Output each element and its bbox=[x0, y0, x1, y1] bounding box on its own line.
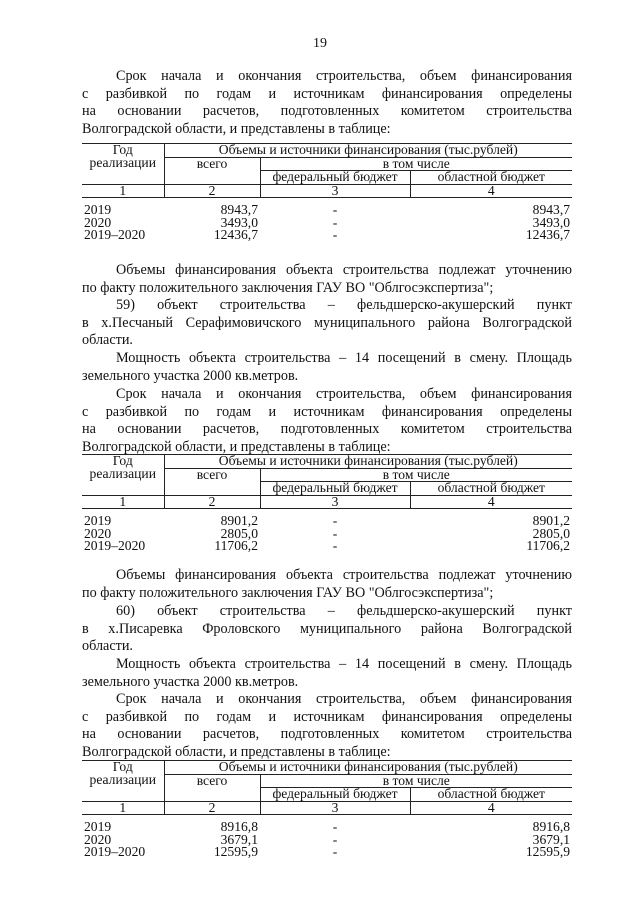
table-row: 2020 3493,0 - 3493,0 bbox=[84, 214, 571, 230]
col-number: 1 bbox=[82, 801, 164, 815]
paragraph-capacity-2: Мощность объекта строительства – 14 посещений в смену. Площадь земельного участка 2000 кв.метров. bbox=[82, 656, 572, 690]
header-regional: областной бюджет bbox=[410, 788, 572, 802]
col-number: 2 bbox=[164, 184, 260, 198]
paragraph-schedule-1: Срок начала и окончания строительства, объем финансирования с разбивкой по годам и источникам финансирования определены на основании расчетов, подготовленных комитетом строительства Волгоградской области, и представлены в таблице: bbox=[82, 68, 572, 137]
header-volumes: Объемы и источники финансирования (тыс.рублей) bbox=[164, 761, 572, 775]
col-number: 2 bbox=[164, 801, 260, 815]
header-including: в том числе bbox=[260, 157, 572, 171]
table-row: 2019–2020 12436,7 - 12436,7 bbox=[84, 227, 571, 242]
header-total: всего bbox=[164, 774, 260, 801]
header-including: в том числе bbox=[260, 774, 572, 788]
table-row: 2020 2805,0 - 2805,0 bbox=[84, 525, 571, 541]
col-number: 3 bbox=[260, 801, 410, 815]
header-volumes: Объемы и источники финансирования (тыс.рублей) bbox=[164, 144, 572, 158]
paragraph-schedule-3: Срок начала и окончания строительства, объем финансирования с разбивкой по годам и источникам финансирования определены на основании расчетов, подготовленных комитетом строительства Волгоградской области, и представлены в таблице: bbox=[82, 691, 572, 760]
table-row: 2019–2020 11706,2 - 11706,2 bbox=[84, 538, 571, 553]
header-total: всего bbox=[164, 468, 260, 495]
table-row: 2019 8901,2 - 8901,2 bbox=[84, 513, 571, 528]
col-number: 4 bbox=[410, 801, 572, 815]
header-year: Год реализации bbox=[82, 761, 164, 802]
table-row: 2020 3679,1 - 3679,1 bbox=[84, 831, 571, 847]
paragraph-schedule-2: Срок начала и окончания строительства, объем финансирования с разбивкой по годам и источникам финансирования определены на основании расчетов, подготовленных комитетом строительства Волгоградской области, и представлены в таблице: bbox=[82, 386, 572, 455]
table-row: 2019–2020 12595,9 - 12595,9 bbox=[84, 844, 571, 859]
paragraph-financing-note-2: Объемы финансирования объекта строительства подлежат уточнению по факту положительного заключения ГАУ ВО "Облгосэкспертиза"; bbox=[82, 567, 572, 601]
col-number: 4 bbox=[410, 495, 572, 509]
header-regional: областной бюджет bbox=[410, 171, 572, 185]
financing-table-1 bbox=[82, 143, 572, 242]
header-total: всего bbox=[164, 157, 260, 184]
table-row: 2019 8916,8 - 8916,8 bbox=[84, 819, 571, 834]
paragraph-object-60: 60) объект строительства – фельдшерско-акушерский пункт в х.Писаревка Фроловского муниципального района Волгоградской области. bbox=[82, 603, 572, 655]
paragraph-financing-note-1: Объемы финансирования объекта строительства подлежат уточнению по факту положительного заключения ГАУ ВО "Облгосэкспертиза"; bbox=[82, 262, 572, 296]
table-row: 2019 8943,7 - 8943,7 bbox=[84, 202, 571, 217]
col-number: 1 bbox=[82, 495, 164, 509]
col-number: 3 bbox=[260, 184, 410, 198]
financing-table-3 bbox=[82, 760, 572, 859]
header-federal: федеральный бюджет bbox=[260, 788, 410, 802]
col-number: 3 bbox=[260, 495, 410, 509]
financing-table-2 bbox=[82, 454, 572, 553]
page-number: 19 bbox=[313, 36, 327, 51]
col-number: 4 bbox=[410, 184, 572, 198]
header-including: в том числе bbox=[260, 468, 572, 482]
header-year: Год реализации bbox=[82, 455, 164, 496]
header-federal: федеральный бюджет bbox=[260, 482, 410, 496]
paragraph-object-59: 59) объект строительства – фельдшерско-акушерский пункт в х.Песчаный Серафимовичского муниципального района Волгоградской области. bbox=[82, 297, 572, 349]
col-number: 1 bbox=[82, 184, 164, 198]
header-federal: федеральный бюджет bbox=[260, 171, 410, 185]
col-number: 2 bbox=[164, 495, 260, 509]
paragraph-capacity-1: Мощность объекта строительства – 14 посещений в смену. Площадь земельного участка 2000 кв.метров. bbox=[82, 350, 572, 384]
header-year: Год реализации bbox=[82, 144, 164, 185]
header-regional: областной бюджет bbox=[410, 482, 572, 496]
header-volumes: Объемы и источники финансирования (тыс.рублей) bbox=[164, 455, 572, 469]
